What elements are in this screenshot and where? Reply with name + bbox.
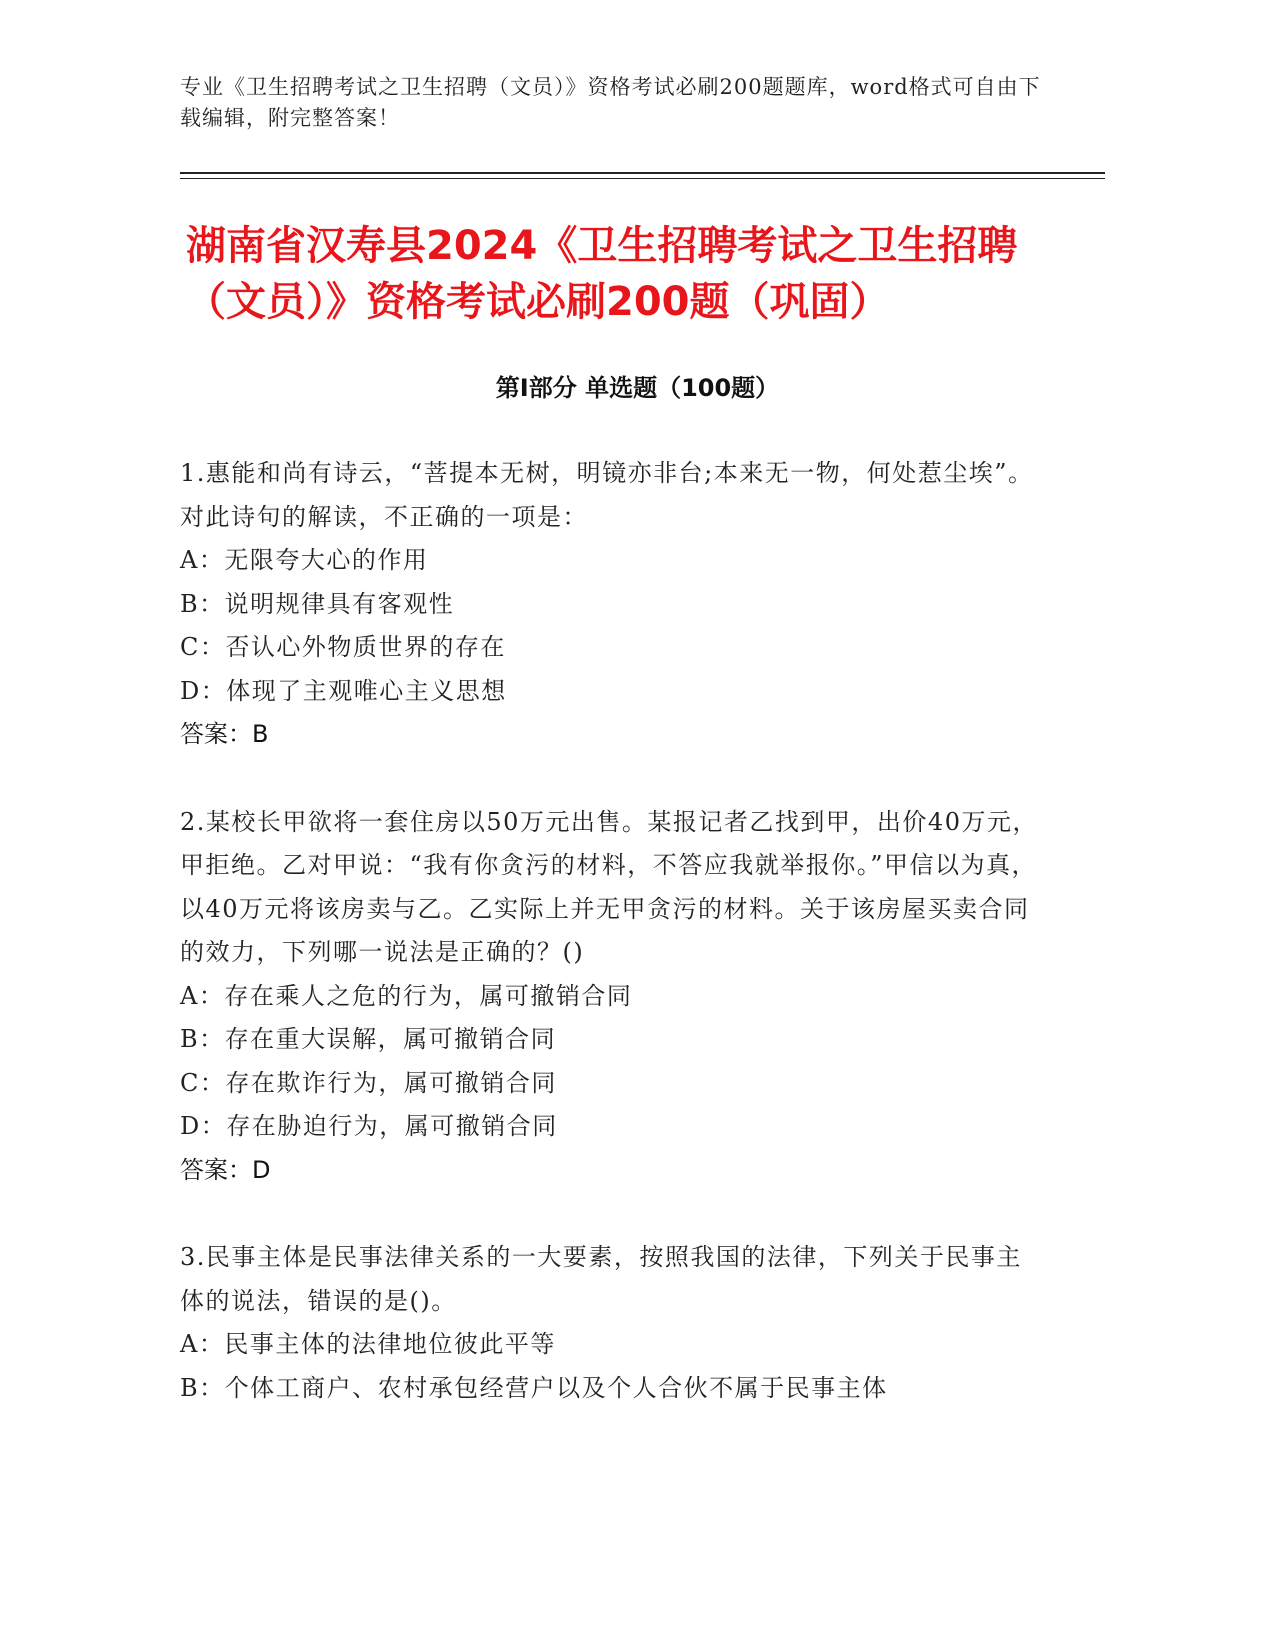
- answer-line: 答案：D: [180, 1155, 271, 1184]
- option-d: D：体现了主观唯心主义思想: [180, 676, 507, 705]
- option-c: C：否认心外物质世界的存在: [180, 633, 506, 661]
- section-heading: 第Ⅰ部分 单选题（100题）: [495, 374, 780, 402]
- option-c: C：存在欺诈行为，属可撤销合同: [180, 1068, 557, 1097]
- question-stem: 2.某校长甲欲将一套住房以50万元出售。某报记者乙找到甲，出价40万元，甲拒绝。乙对甲说：“我有你贪污的材料，不答应我就举报你。”甲信以为真，以40万元将该房卖与乙。乙实际上并无甲贪污的材料。关于该房屋买卖合同的效力，下列哪一说法是正确的？(): [180, 807, 1038, 966]
- option-b: B：个体工商户、农村承包经营户以及个人合伙不属于民事主体: [180, 1373, 888, 1402]
- option-a: A：民事主体的法律地位彼此平等: [180, 1330, 556, 1358]
- option-b: B：说明规律具有客观性: [180, 589, 455, 618]
- option-a: A：存在乘人之危的行为，属可撤销合同: [180, 981, 633, 1010]
- option-a: A：无限夸大心的作用: [180, 546, 429, 574]
- question-stem: 3.民事主体是民事法律关系的一大要素，按照我国的法律，下列关于民事主体的说法，错误的是()。: [180, 1243, 1022, 1315]
- answer-line: 答案：B: [180, 720, 269, 748]
- question-1: [180, 452, 1040, 757]
- option-d: D：存在胁迫行为，属可撤销合同: [180, 1112, 558, 1140]
- option-b: B：存在重大误解，属可撤销合同: [180, 1025, 557, 1053]
- question-list: [180, 452, 1040, 1454]
- document-title: 湖南省汉寿县2024《卫生招聘考试之卫生招聘（文员）》资格考试必刷200题（巩固）: [186, 223, 1018, 325]
- header-rule-thick: [180, 172, 1105, 174]
- header-rule-thin: [180, 178, 1105, 179]
- header-note: 专业《卫生招聘考试之卫生招聘（文员）》资格考试必刷200题题库，word格式可自由下载编辑，附完整答案！: [180, 75, 1041, 130]
- question-3: [180, 1236, 1040, 1410]
- question-2: [180, 801, 1040, 1193]
- question-stem: 1.惠能和尚有诗云，“菩提本无树，明镜亦非台;本来无一物，何处惹尘埃”。对此诗句的解读，不正确的一项是：: [180, 459, 1034, 531]
